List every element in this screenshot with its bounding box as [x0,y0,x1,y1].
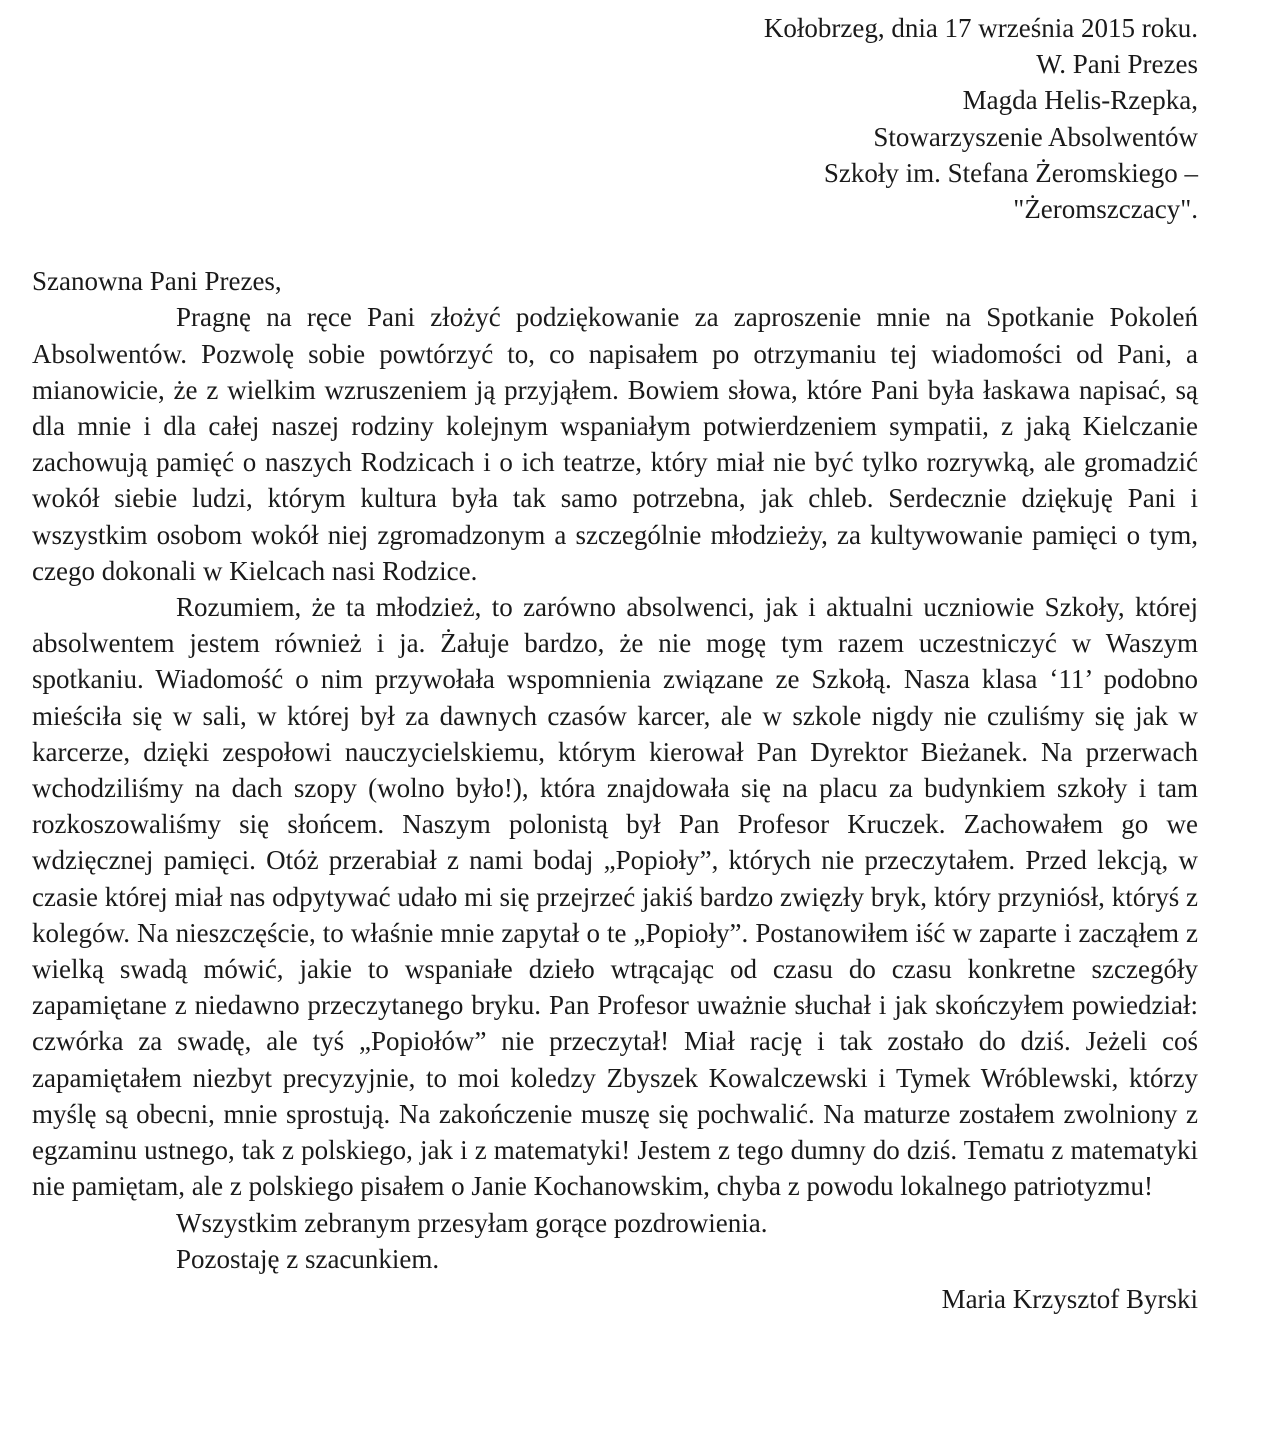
salutation: Szanowna Pani Prezes, [32,266,282,297]
addressee-organization-nickname: "Żeromszczacy". [1013,194,1198,225]
letter-page [32,10,1198,1317]
signature: Maria Krzysztof Byrski [941,1283,1198,1314]
addressee-organization-school: Szkoły im. Stefana Żeromskiego – [823,157,1198,188]
date-line: Kołobrzeg, dnia 17 września 2015 roku. [763,13,1198,43]
addressee-title: W. Pani Prezes [1036,49,1198,80]
addressee-organization: Stowarzyszenie Absolwentów [873,121,1198,152]
body-paragraph: Pragnę na ręce Pani złożyć podziękowanie za zaproszenie mnie na Spotkanie Pokoleń Absolwentów. Pozwolę sobie powtórzyć to, co napisałem po otrzymaniu tej wiadomości od Pani, a mianowicie, że z wielkim wzruszeniem ją przyjąłem. Bowiem słowa, które Pani była łaskawa napisać, są dla mnie i dla całej naszej rodziny kolejnym wspaniałym potwierdzeniem sympatii, z jaką Kielczanie zachowują pamięć o naszych Rodzicach i o ich teatrze, który miał nie być tylko rozrywką, ale gromadzić wokół siebie ludzi, którym kultura była tak samo potrzebna, jak chleb. Serdecznie dziękuję Pani i wszystkim osobom wokół niej zgromadzonym a szczególnie młodzieży, za kultywowanie pamięci o tym, czego dokonali w Kielcach nasi Rodzice. [32,302,1198,586]
addressee-name: Magda Helis-Rzepka, [962,85,1198,116]
body-paragraph: Rozumiem, że ta młodzież, to zarówno absolwenci, jak i aktualni uczniowie Szkoły, której absolwentem jestem również i ja. Żałuje bardzo, że nie mogę tym razem uczestniczyć w Waszym spotkaniu. Wiadomość o nim przywołała wspomnienia związane ze Szkołą. Nasza klasa ‘11’ podobno mieściła się w sali, w której był za dawnych czasów karcer, ale w szkole nigdy nie czuliśmy się jak w karcerze, dzięki zespołowi nauczycielskiemu, którym kierował Pan Dyrektor Bieżanek. Na przerwach wchodziliśmy na dach szopy (wolno było!), która znajdowała się na placu za budynkiem szkoły i tam rozkoszowaliśmy się słońcem. Naszym polonistą był Pan Profesor Kruczek. Zachowałem go we wdzięcznej pamięci. Otóż przerabiał z nami bodaj „Popioły”, których nie przeczytałem. Przed lekcją, w czasie której miał nas odpytywać udało mi się przejrzeć jakiś bardzo zwięzły bryk, który przyniósł, któryś z kolegów. Na nieszczęście, to właśnie mnie zapytał o te „Popioły”. Postanowiłem iść w zaparte i zacząłem z wielką swadą mówić, jakie to wspaniałe dzieło wtrącając od czasu do czasu konkretne szczegóły zapamiętane z niedawno przeczytanego bryku. Pan Profesor uważnie słuchał i jak skończyłem powiedział: czwórka za swadę, ale tyś „Popiołów” nie przeczytał! Miał rację i tak zostało do dziś. Jeżeli coś zapamiętałem niezbyt precyzyjnie, to moi koledzy Zbyszek Kowalczewski i Tymek Wróblewski, którzy myślę są obecni, mnie sprostują. Na zakończenie muszę się pochwalić. Na maturze zostałem zwolniony z egzaminu ustnego, tak z polskiego, jak i z matematyki! Jestem z tego dumny do dziś. Tematu z matematyki nie pamiętam, ale z polskiego pisałem o Janie Kochanowskim, chyba z powodu lokalnego patriotyzmu! [32,592,1198,1202]
closing-regards: Pozostaję z szacunkiem. [176,1243,440,1274]
letter-header [32,10,1198,227]
closing-greeting: Wszystkim zebranym przesyłam gorące pozdrowienia. [176,1207,768,1238]
